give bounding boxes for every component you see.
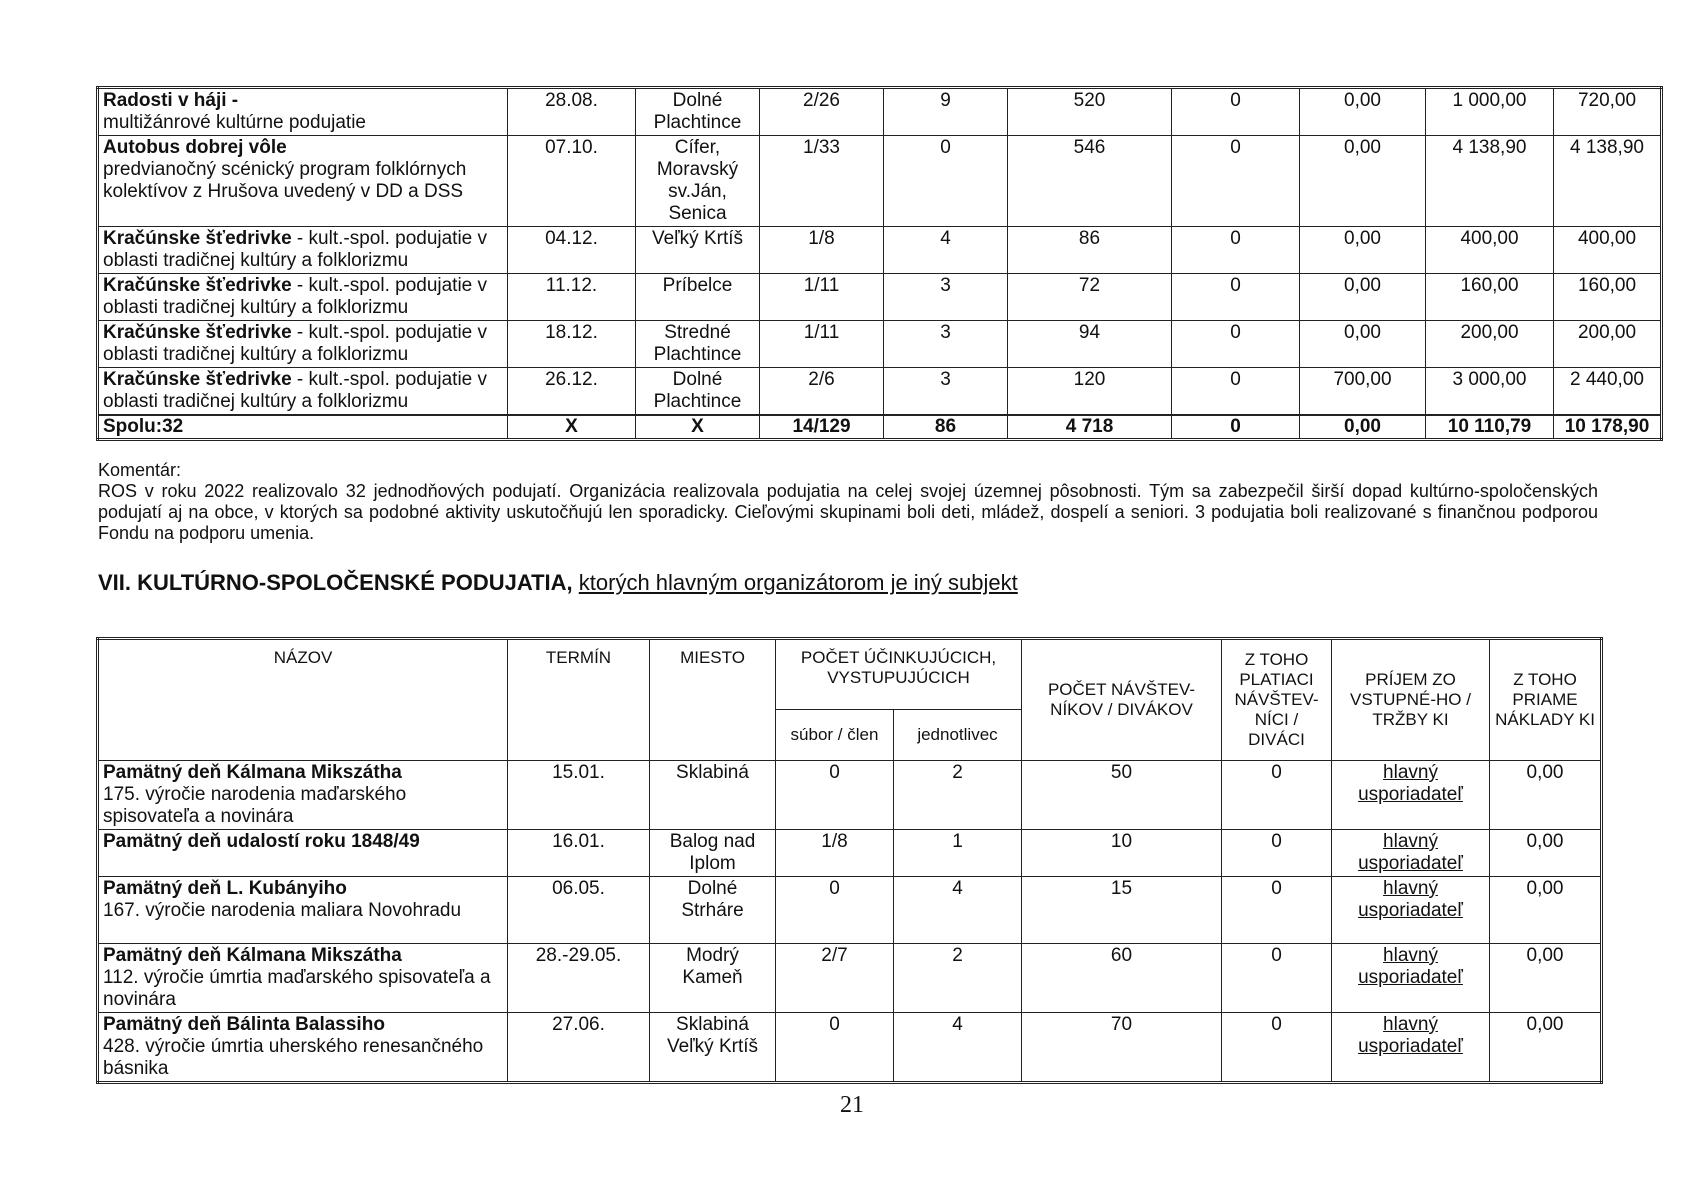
comment-text: ROS v roku 2022 realizovalo 32 jednodňových podujatí. Organizácia realizovala podujatia na celej svojej územnej pôsobnosti. Tým sa zabezpečil širší dopad kultúrno-spoločenských podujatí aj na obce, v ktorých sa podobné aktivity uskutočňujú len sporadicky. Cieľovými skupinami boli deti, mládež, dospelí a seniori. 3 podujatia boli realizované s finančnou podporou Fondu na podporu umenia. (98, 481, 1598, 543)
ensemble-cell: 1/11 (760, 274, 884, 321)
income-cell: 0,00 (1300, 88, 1426, 136)
events-table-continued (96, 86, 1663, 441)
place-cell: Dolné Plachtince (636, 368, 760, 416)
event-description: - kult.-spol. podujatie v oblasti tradičnej kultúry a folklorizmu (103, 275, 488, 318)
visitors-cell: 120 (1008, 368, 1172, 416)
event-name-cell (98, 368, 508, 416)
event-name-cell (98, 944, 508, 1013)
income-cell: hlavný usporiadateľ (1332, 877, 1490, 944)
event-title: Kračúnske šťedrivke (103, 228, 292, 249)
income-cell: 0,00 (1300, 321, 1426, 368)
paying-cell: 0 (1172, 227, 1300, 274)
paying-cell: 0 (1222, 944, 1332, 1013)
place-cell: Stredné Plachtince (636, 321, 760, 368)
paying-cell: 0 (1222, 1013, 1332, 1083)
header-paying: Z TOHO PLATIACI NÁVŠTEV-NÍCI / DIVÁCI (1222, 639, 1332, 761)
event-name-cell (98, 274, 508, 321)
table-row (98, 88, 1662, 136)
table-row (98, 1013, 1602, 1083)
individual-cell: 9 (884, 88, 1008, 136)
place-cell: Príbelce (636, 274, 760, 321)
event-title: Kračúnske šťedrivke (103, 275, 292, 296)
place-cell: Cífer, Moravský sv.Ján, Senica (636, 136, 760, 227)
event-description: 428. výročie úmrtia uherského renesančného básnika (103, 1036, 484, 1079)
event-name-cell (98, 877, 508, 944)
date-cell: 28.-29.05. (508, 944, 650, 1013)
table-row (98, 944, 1602, 1013)
income-cell: 0,00 (1300, 227, 1426, 274)
visitors-cell: 86 (1008, 227, 1172, 274)
section-heading (98, 570, 1018, 596)
table-row (98, 877, 1602, 944)
place-cell: Modrý Kameň (650, 944, 776, 1013)
visitors-cell: 546 (1008, 136, 1172, 227)
comment-block (98, 460, 1598, 544)
individual-cell: 1 (894, 830, 1022, 877)
date-cell: 04.12. (508, 227, 636, 274)
event-title: Autobus dobrej vôle (103, 137, 287, 158)
paying-cell: 0 (1172, 136, 1300, 227)
costs-cell: 160,00 (1426, 274, 1554, 321)
section-subtitle: ktorých hlavným organizátorom je iný subjekt (578, 570, 1018, 595)
table-row (98, 761, 1602, 830)
visitors-cell: 60 (1022, 944, 1222, 1013)
individual-cell: 4 (894, 1013, 1022, 1083)
paying-cell: 0 (1172, 368, 1300, 416)
individual-cell: 3 (884, 368, 1008, 416)
grant-cell: 400,00 (1554, 227, 1662, 274)
visitors-cell: 10 (1022, 830, 1222, 877)
grant-cell: 200,00 (1554, 321, 1662, 368)
ensemble-cell: 2/7 (776, 944, 894, 1013)
event-title: Pamätný deň Bálinta Balassiho (103, 1014, 385, 1035)
income-cell: 0,00 (1300, 274, 1426, 321)
event-title: Pamätný deň udalostí roku 1848/49 (103, 831, 420, 852)
header-name: NÁZOV (98, 639, 508, 761)
header-individual: jednotlivec (894, 710, 1022, 761)
header-ensemble: súbor / člen (776, 710, 894, 761)
costs-cell: 1 000,00 (1426, 88, 1554, 136)
header-costs: Z TOHO PRIAME NÁKLADY KI (1490, 639, 1602, 761)
individual-cell: 3 (884, 274, 1008, 321)
total-ensemble: 14/129 (760, 415, 884, 440)
total-grant: 10 178,90 (1554, 415, 1662, 440)
visitors-cell: 520 (1008, 88, 1172, 136)
date-cell: 15.01. (508, 761, 650, 830)
ensemble-cell: 1/8 (760, 227, 884, 274)
event-name-cell (98, 136, 508, 227)
income-cell: hlavný usporiadateľ (1332, 761, 1490, 830)
place-cell: Veľký Krtíš (636, 227, 760, 274)
event-description: multižánrové kultúrne podujatie (103, 112, 366, 133)
costs-cell: 200,00 (1426, 321, 1554, 368)
event-description: 167. výročie narodenia maliara Novohradu (103, 900, 462, 921)
ensemble-cell: 1/11 (760, 321, 884, 368)
event-title: Pamätný deň Kálmana Mikszátha (103, 762, 402, 783)
ensemble-cell: 0 (776, 1013, 894, 1083)
individual-cell: 4 (894, 877, 1022, 944)
place-cell: Balog nad Iplom (650, 830, 776, 877)
visitors-cell: 94 (1008, 321, 1172, 368)
event-title: Pamätný deň L. Kubányiho (103, 878, 347, 899)
header-visitors: POČET NÁVŠTEV-NÍKOV / DIVÁKOV (1022, 639, 1222, 761)
ensemble-cell: 2/6 (760, 368, 884, 416)
income-cell: 0,00 (1300, 136, 1426, 227)
event-title: Kračúnske šťedrivke (103, 369, 292, 390)
date-cell: 16.01. (508, 830, 650, 877)
date-cell: 27.06. (508, 1013, 650, 1083)
place-cell: Sklabiná Veľký Krtíš (650, 1013, 776, 1083)
total-visitors: 4 718 (1008, 415, 1172, 440)
total-costs: 10 110,79 (1426, 415, 1554, 440)
costs-cell: 400,00 (1426, 227, 1554, 274)
income-cell: 700,00 (1300, 368, 1426, 416)
total-individual: 86 (884, 415, 1008, 440)
visitors-cell: 15 (1022, 877, 1222, 944)
paying-cell: 0 (1222, 761, 1332, 830)
page-number: 21 (840, 1092, 864, 1118)
ensemble-cell: 1/33 (760, 136, 884, 227)
ensemble-cell: 0 (776, 877, 894, 944)
event-description: - kult.-spol. podujatie v oblasti tradičnej kultúry a folklorizmu (103, 369, 488, 412)
event-title: Radosti v háji - (103, 90, 239, 111)
individual-cell: 3 (884, 321, 1008, 368)
visitors-cell: 72 (1008, 274, 1172, 321)
individual-cell: 4 (884, 227, 1008, 274)
total-paying: 0 (1172, 415, 1300, 440)
table-row (98, 830, 1602, 877)
event-description: - kult.-spol. podujatie v oblasti tradičnej kultúry a folklorizmu (103, 228, 488, 271)
header-performers: POČET ÚČINKUJÚCICH, VYSTUPUJÚCICH (776, 639, 1022, 710)
header-place: MIESTO (650, 639, 776, 761)
event-name-cell (98, 830, 508, 877)
individual-cell: 2 (894, 761, 1022, 830)
total-date: X (508, 415, 636, 440)
date-cell: 28.08. (508, 88, 636, 136)
grant-cell: 4 138,90 (1554, 136, 1662, 227)
ensemble-cell: 1/8 (776, 830, 894, 877)
table-row (98, 136, 1662, 227)
individual-cell: 2 (894, 944, 1022, 1013)
total-income: 0,00 (1300, 415, 1426, 440)
event-name-cell (98, 227, 508, 274)
grant-cell: 720,00 (1554, 88, 1662, 136)
costs-cell: 0,00 (1490, 1013, 1602, 1083)
costs-cell: 4 138,90 (1426, 136, 1554, 227)
header-term: TERMÍN (508, 639, 650, 761)
date-cell: 06.05. (508, 877, 650, 944)
paying-cell: 0 (1172, 88, 1300, 136)
visitors-cell: 50 (1022, 761, 1222, 830)
table-row (98, 321, 1662, 368)
ensemble-cell: 2/26 (760, 88, 884, 136)
table-row (98, 368, 1662, 416)
date-cell: 26.12. (508, 368, 636, 416)
paying-cell: 0 (1172, 321, 1300, 368)
place-cell: Sklabiná (650, 761, 776, 830)
costs-cell: 0,00 (1490, 877, 1602, 944)
event-description: 112. výročie úmrtia maďarského spisovateľa a novinára (103, 967, 491, 1010)
event-title: Kračúnske šťedrivke (103, 322, 292, 343)
paying-cell: 0 (1222, 830, 1332, 877)
event-description: predvianočný scénický program folklórnych kolektívov z Hrušova uvedený v DD a DSS (103, 159, 467, 202)
grant-cell: 160,00 (1554, 274, 1662, 321)
grant-cell: 2 440,00 (1554, 368, 1662, 416)
event-name-cell (98, 321, 508, 368)
events-by-other-organizers-table (96, 637, 1603, 1084)
place-cell: Dolné Strháre (650, 877, 776, 944)
date-cell: 18.12. (508, 321, 636, 368)
total-label: Spolu:32 (98, 415, 508, 440)
event-name-cell (98, 761, 508, 830)
paying-cell: 0 (1172, 274, 1300, 321)
income-cell: hlavný usporiadateľ (1332, 830, 1490, 877)
paying-cell: 0 (1222, 877, 1332, 944)
section-title: VII. KULTÚRNO-SPOLOČENSKÉ PODUJATIA, (98, 570, 573, 595)
costs-cell: 0,00 (1490, 830, 1602, 877)
costs-cell: 0,00 (1490, 761, 1602, 830)
individual-cell: 0 (884, 136, 1008, 227)
costs-cell: 0,00 (1490, 944, 1602, 1013)
event-description: - kult.-spol. podujatie v oblasti tradičnej kultúry a folklorizmu (103, 322, 488, 365)
header-income: PRÍJEM ZO VSTUPNÉ-HO / TRŽBY KI (1332, 639, 1490, 761)
event-name-cell (98, 88, 508, 136)
costs-cell: 3 000,00 (1426, 368, 1554, 416)
income-cell: hlavný usporiadateľ (1332, 1013, 1490, 1083)
comment-label: Komentár: (98, 460, 182, 480)
ensemble-cell: 0 (776, 761, 894, 830)
table-row (98, 227, 1662, 274)
date-cell: 11.12. (508, 274, 636, 321)
table-row (98, 274, 1662, 321)
total-place: X (636, 415, 760, 440)
event-name-cell (98, 1013, 508, 1083)
income-cell: hlavný usporiadateľ (1332, 944, 1490, 1013)
date-cell: 07.10. (508, 136, 636, 227)
visitors-cell: 70 (1022, 1013, 1222, 1083)
place-cell: Dolné Plachtince (636, 88, 760, 136)
event-description: 175. výročie narodenia maďarského spisovateľa a novinára (103, 784, 407, 827)
event-title: Pamätný deň Kálmana Mikszátha (103, 945, 402, 966)
total-row (98, 415, 1662, 440)
